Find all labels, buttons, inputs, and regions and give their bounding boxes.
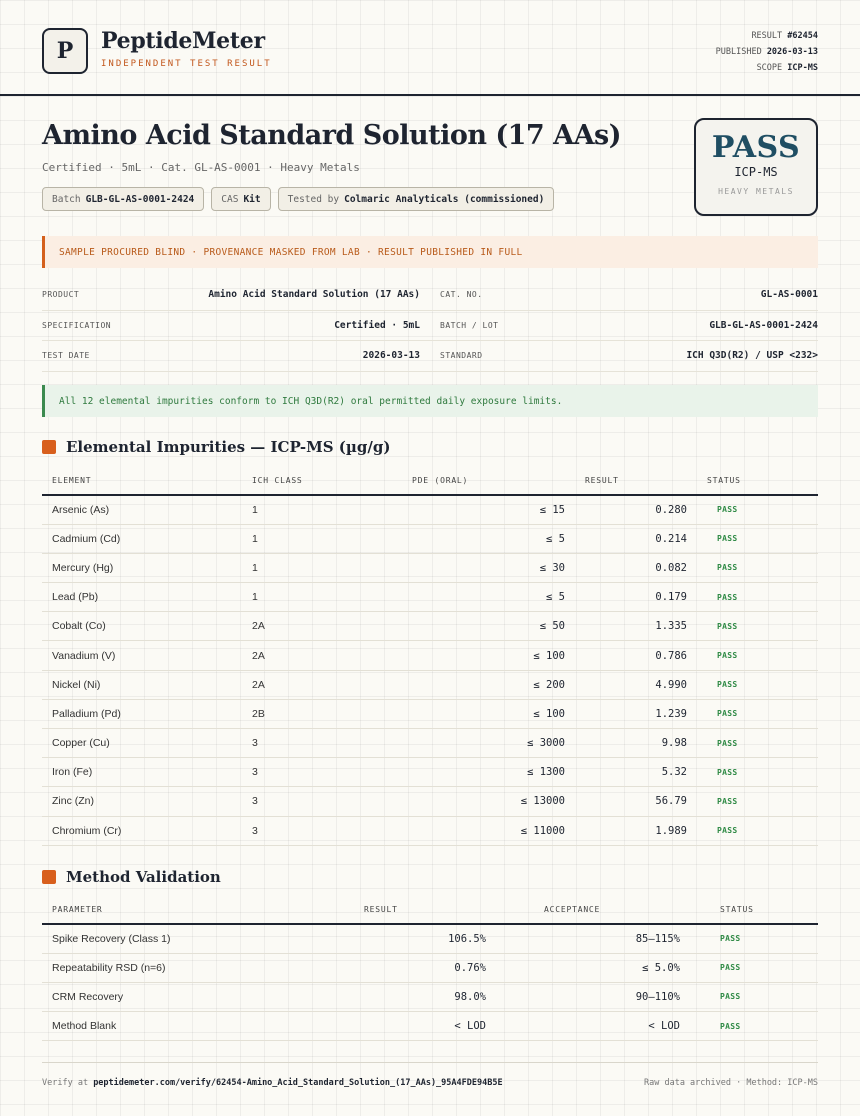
status-cell: PASS [697, 612, 818, 641]
report-footer [42, 1062, 818, 1102]
acceptance-cell: 90–110% [496, 982, 690, 1011]
ich-class-cell: 1 [242, 495, 402, 524]
logo-mark: P [42, 28, 88, 74]
info-cell [42, 350, 430, 361]
result-cell: 98.0% [302, 982, 496, 1011]
result-cell: 0.280 [575, 495, 697, 524]
result-cell: 106.5% [302, 924, 496, 953]
status-cell: PASS [697, 524, 818, 553]
chip-value: GLB-GL-AS-0001-2424 [85, 193, 195, 205]
ich-class-cell: 3 [242, 729, 402, 758]
acceptance-cell: < LOD [496, 1012, 690, 1041]
ich-class-cell: 1 [242, 524, 402, 553]
archive-note: Raw data archived · Method: ICP-MS [644, 1077, 818, 1088]
validation-section-heading [42, 868, 221, 886]
status-cell: PASS [697, 495, 818, 524]
brand-name: PeptideMeter [101, 28, 265, 54]
acceptance-cell: 85–115% [496, 924, 690, 953]
brand-tagline: INDEPENDENT TEST RESULT [101, 59, 272, 69]
acceptance-cell: ≤ 5.0% [496, 953, 690, 982]
column-header: RESULT [302, 895, 496, 924]
pde-cell: ≤ 5 [402, 524, 575, 553]
table-row [42, 670, 818, 699]
stamp-scope: HEAVY METALS [718, 187, 794, 196]
status-cell: PASS [697, 816, 818, 845]
verify-link[interactable]: peptidemeter.com/verify/62454-Amino_Acid_Standard_Solution_(17_AAs)_95A4FDE94B5E [93, 1077, 503, 1088]
status-cell: PASS [697, 787, 818, 816]
verify-line [42, 1078, 503, 1088]
table-row [42, 641, 818, 670]
table-row [42, 787, 818, 816]
result-label: RESULT [751, 31, 783, 41]
table-row [42, 495, 818, 524]
page-title: Amino Acid Standard Solution (17 AAs) [42, 120, 621, 151]
info-label: CAT. NO. [440, 290, 483, 300]
element-cell: Cobalt (Co) [42, 612, 242, 641]
verify-prefix: Verify at [42, 1077, 89, 1088]
pde-cell: ≤ 50 [402, 612, 575, 641]
impurities-table [42, 466, 818, 846]
result-meta [716, 28, 818, 76]
column-header: ICH CLASS [242, 466, 402, 495]
column-header: PDE (ORAL) [402, 466, 575, 495]
element-cell: Mercury (Hg) [42, 553, 242, 582]
element-cell: Lead (Pb) [42, 583, 242, 612]
element-cell: Zinc (Zn) [42, 787, 242, 816]
info-value: Certified · 5mL [334, 319, 420, 331]
chip-label: CAS [221, 193, 239, 205]
info-row [42, 280, 818, 311]
conformance-banner: All 12 elemental impurities conform to ICH Q3D(R2) oral permitted daily exposure limits. [42, 385, 818, 417]
pde-cell: ≤ 5 [402, 583, 575, 612]
section-title: Method Validation [66, 868, 221, 886]
published-date: 2026-03-13 [766, 47, 818, 57]
table-row [42, 524, 818, 553]
table-header-row [42, 466, 818, 495]
ich-class-cell: 2A [242, 670, 402, 699]
pde-cell: ≤ 3000 [402, 729, 575, 758]
ich-class-cell: 2A [242, 612, 402, 641]
info-value: GL-AS-0001 [760, 289, 818, 301]
element-cell: Arsenic (As) [42, 495, 242, 524]
table-row [42, 612, 818, 641]
status-cell: PASS [697, 583, 818, 612]
status-cell: PASS [690, 924, 818, 953]
table-header-row [42, 895, 818, 924]
info-label: BATCH / LOT [440, 320, 499, 330]
element-cell: Copper (Cu) [42, 729, 242, 758]
parameter-cell: Repeatability RSD (n=6) [42, 953, 302, 982]
column-header: PARAMETER [42, 895, 302, 924]
impurities-table-body [42, 495, 818, 845]
info-cell [430, 350, 818, 361]
info-grid [42, 280, 818, 372]
pde-cell: ≤ 15 [402, 495, 575, 524]
pde-cell: ≤ 30 [402, 553, 575, 582]
column-header: STATUS [690, 895, 818, 924]
parameter-cell: CRM Recovery [42, 982, 302, 1011]
result-cell: 5.32 [575, 758, 697, 787]
result-cell: 1.335 [575, 612, 697, 641]
result-cell: 0.179 [575, 583, 697, 612]
column-header: STATUS [697, 466, 818, 495]
info-cell [430, 320, 818, 331]
section-marker-icon [42, 870, 56, 884]
info-row [42, 311, 818, 342]
pde-cell: ≤ 11000 [402, 816, 575, 845]
result-cell: 0.786 [575, 641, 697, 670]
validation-table [42, 895, 818, 1041]
status-cell: PASS [697, 729, 818, 758]
element-cell: Iron (Fe) [42, 758, 242, 787]
pde-cell: ≤ 200 [402, 670, 575, 699]
info-cell [430, 289, 818, 300]
product-subtitle: Certified · 5mL · Cat. GL-AS-0001 · Heavy Metals [42, 161, 360, 174]
table-row [42, 729, 818, 758]
info-cell [42, 289, 430, 300]
result-cell: 0.214 [575, 524, 697, 553]
status-cell: PASS [697, 641, 818, 670]
result-cell: 0.76% [302, 953, 496, 982]
table-row [42, 924, 818, 953]
element-cell: Vanadium (V) [42, 641, 242, 670]
result-cell: 1.989 [575, 816, 697, 845]
tested-by-chip [278, 187, 555, 211]
ich-class-cell: 2A [242, 641, 402, 670]
status-cell: PASS [690, 953, 818, 982]
info-label: PRODUCT [42, 290, 80, 300]
status-cell: PASS [697, 670, 818, 699]
table-row [42, 816, 818, 845]
info-value: ICH Q3D(R2) / USP <232> [686, 350, 818, 362]
status-cell: PASS [697, 699, 818, 728]
ich-class-cell: 1 [242, 553, 402, 582]
result-cell: < LOD [302, 1012, 496, 1041]
column-header: RESULT [575, 466, 697, 495]
section-title: Elemental Impurities — ICP-MS (µg/g) [66, 438, 391, 456]
pde-cell: ≤ 1300 [402, 758, 575, 787]
result-cell: 56.79 [575, 787, 697, 816]
ich-class-cell: 3 [242, 787, 402, 816]
table-row [42, 1012, 818, 1041]
status-cell: PASS [690, 1012, 818, 1041]
result-cell: 9.98 [575, 729, 697, 758]
status-cell: PASS [697, 553, 818, 582]
info-cell [42, 320, 430, 331]
provenance-notice: SAMPLE PROCURED BLIND · PROVENANCE MASKED FROM LAB · RESULT PUBLISHED IN FULL [42, 236, 818, 268]
column-header: ACCEPTANCE [496, 895, 690, 924]
chip-label: Tested by [287, 193, 340, 205]
table-row [42, 953, 818, 982]
info-value: 2026-03-13 [362, 350, 420, 362]
element-cell: Cadmium (Cd) [42, 524, 242, 553]
table-row [42, 982, 818, 1011]
result-cell: 1.239 [575, 699, 697, 728]
stamp-method: ICP-MS [734, 165, 778, 179]
table-row [42, 583, 818, 612]
chip-label: Batch [52, 193, 81, 205]
section-marker-icon [42, 440, 56, 454]
pass-stamp [694, 118, 818, 216]
ich-class-cell: 3 [242, 758, 402, 787]
report-header [0, 0, 860, 96]
scope-value: ICP-MS [787, 63, 818, 73]
product-chips [42, 187, 554, 211]
ich-class-cell: 1 [242, 583, 402, 612]
column-header: ELEMENT [42, 466, 242, 495]
table-row [42, 553, 818, 582]
cas-chip [211, 187, 270, 211]
info-row [42, 341, 818, 372]
validation-table-body [42, 924, 818, 1041]
element-cell: Chromium (Cr) [42, 816, 242, 845]
result-id: #62454 [787, 31, 818, 41]
result-cell: 4.990 [575, 670, 697, 699]
info-label: TEST DATE [42, 351, 90, 361]
pde-cell: ≤ 100 [402, 699, 575, 728]
ich-class-cell: 3 [242, 816, 402, 845]
status-cell: PASS [690, 982, 818, 1011]
scope-label: SCOPE [756, 63, 783, 73]
parameter-cell: Method Blank [42, 1012, 302, 1041]
published-label: PUBLISHED [715, 47, 762, 57]
ich-class-cell: 2B [242, 699, 402, 728]
pde-cell: ≤ 100 [402, 641, 575, 670]
parameter-cell: Spike Recovery (Class 1) [42, 924, 302, 953]
pde-cell: ≤ 13000 [402, 787, 575, 816]
status-cell: PASS [697, 758, 818, 787]
element-cell: Nickel (Ni) [42, 670, 242, 699]
info-value: GLB-GL-AS-0001-2424 [709, 319, 818, 331]
info-label: STANDARD [440, 351, 483, 361]
table-row [42, 699, 818, 728]
info-label: SPECIFICATION [42, 320, 112, 330]
batch-chip [42, 187, 204, 211]
chip-value: Kit [243, 193, 261, 205]
result-cell: 0.082 [575, 553, 697, 582]
table-row [42, 758, 818, 787]
stamp-verdict: PASS [711, 130, 801, 165]
element-cell: Palladium (Pd) [42, 699, 242, 728]
chip-value: Colmaric Analyticals (commissioned) [344, 193, 545, 205]
impurities-section-heading [42, 438, 390, 456]
info-value: Amino Acid Standard Solution (17 AAs) [208, 289, 420, 301]
